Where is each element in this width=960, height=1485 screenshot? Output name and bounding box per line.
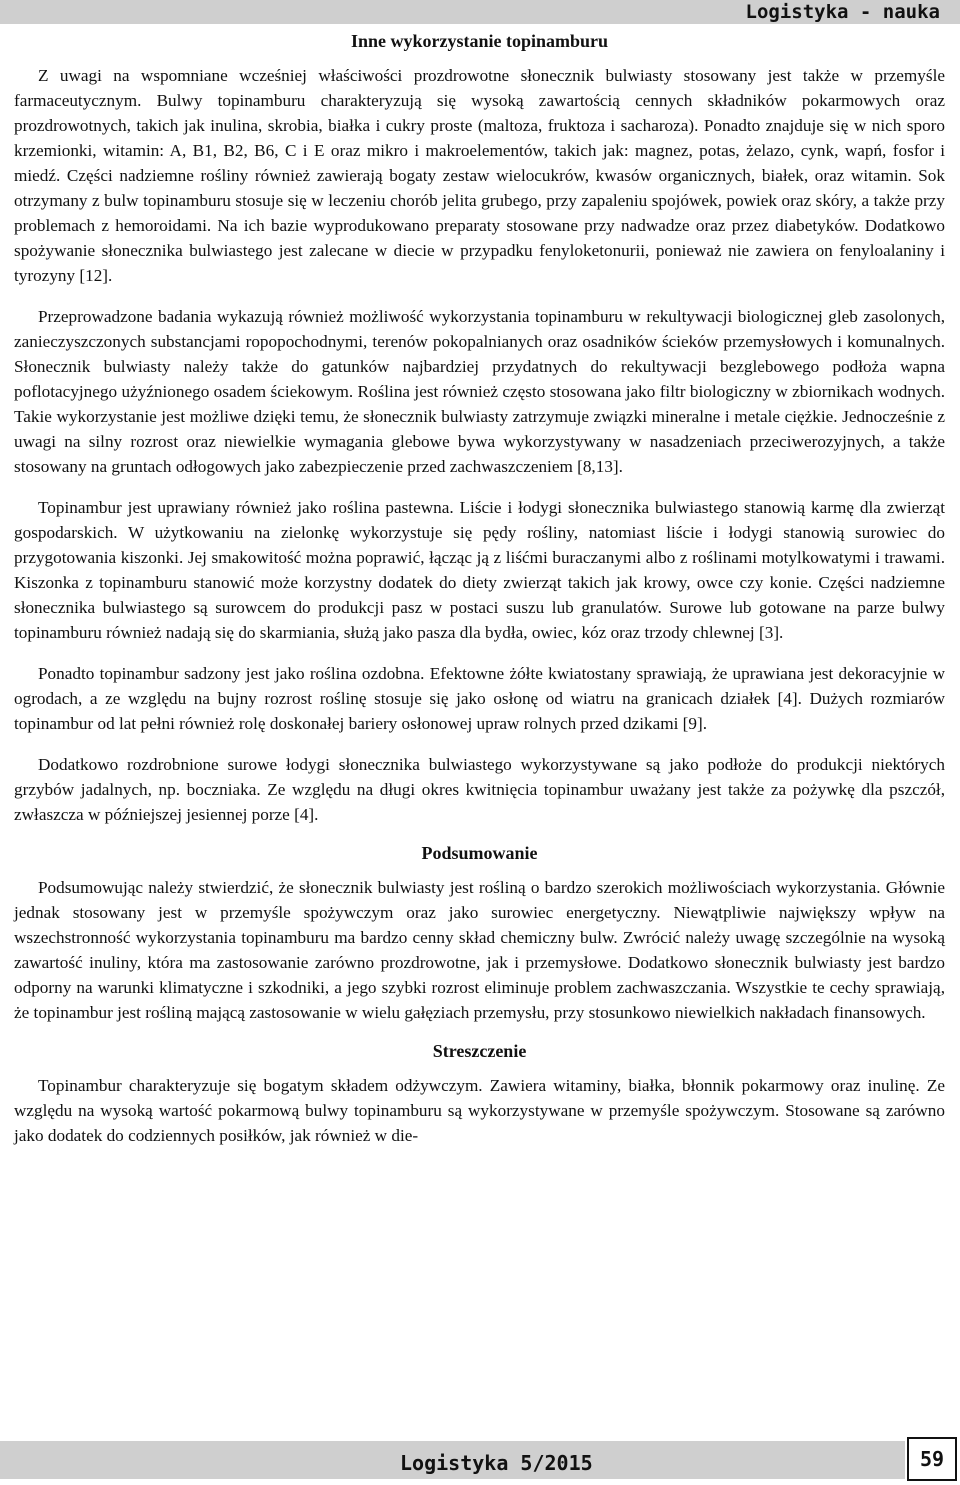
journal-title: Logistyka - nauka bbox=[745, 1, 940, 23]
paragraph-uses-2: Przeprowadzone badania wykazują również możliwość wykorzystania topinamburu w rekultywacji biologicznej gleb zasolonych, zanieczyszczonych substancjami ropopochodnymi, terenów pokopalnianych oraz osadników ścieków przemysłowych i komunalnych. Słonecznik bulwiasty należy także do gatunków najbardziej przydatnych do rekultywacji bezglebowego podłoża wapna poflotacyjnego użyźnionego osadem ściekowym. Roślina jest również często stosowana jako filtr biologiczny w zbiornikach wodnych. Takie wykorzystanie jest możliwe dzięki temu, że słonecznik bulwiasty zatrzymuje związki mineralne i metale ciężkie. Jednocześnie z uwagi na silny rozrost oraz niewielkie wymagania glebowe bywa wykorzystywany w nasadzeniach przeciwerozyjnych, a także stosowany na gruntach odłogowych jako zabezpieczenie przed zachwaszczeniem [8,13]. bbox=[14, 307, 945, 476]
issue-label: Logistyka 5/2015 bbox=[400, 1451, 593, 1475]
paragraph-uses-5: Dodatkowo rozdrobnione surowe łodygi słonecznika bulwiastego wykorzystywane są jako podłoże do produkcji niektórych grzybów jadalnych, np. boczniaka. Ze względu na długi okres kwitnięcia topinambur uważany jest także za pożywkę dla pszczół, zwłaszcza w późniejszej jesiennej porze [4]. bbox=[14, 755, 945, 824]
paragraph-abstract: Topinambur charakteryzuje się bogatym składem odżywczym. Zawiera witaminy, białka, błonnik pokarmowy oraz inulinę. Ze względu na wysoką wartość pokarmową bulwy topinamburu są wykorzystywane w przemyśle spożywczym. Stosowane są zarówno jako dodatek do codziennych posiłków, jak również w die- bbox=[14, 1076, 945, 1145]
paragraph-uses-3: Topinambur jest uprawiany również jako roślina pastewna. Liście i łodygi słonecznika bulwiastego stanowią karmę dla zwierząt gospodarskich. W użytkowaniu na zielonkę wykorzystuje się pędy rośliny, natomiast liście i łodygi stanowią surowiec do przygotowania kiszonki. Jej smakowitość można poprawić, łącząc ją z liśćmi buraczanymi albo z roślinami motylkowatymi i trawami. Kiszonka z topinamburu stanowić może korzystny dodatek do diety zwierząt takich jak krowy, owce czy konie. Części nadziemne słonecznika bulwiastego są surowcem do produkcji pasz w postaci suszu lub granulatów. Surowe lub gotowane na parze bulwy topinamburu również nadają się do skarmiania, służą jako pasza dla bydła, owiec, kóz oraz trzody chlewnej [3]. bbox=[14, 498, 945, 642]
section-heading-uses: Inne wykorzystanie topinamburu bbox=[350, 31, 609, 51]
paragraph-summary: Podsumowując należy stwierdzić, że słonecznik bulwiasty jest rośliną o bardzo szerokich możliwościach wykorzystania. Głównie jednak stosowany jest w przemyśle spożywczym oraz jako surowiec energetyczny. Niewątpliwie największy wpływ na wszechstronność wykorzystania topinamburu ma bardzo cenny skład chemiczny bulw. Zwrócić należy uwagę szczególnie na wysoką zawartość inuliny, która ma zastosowanie zarówno prozdrowotne, jak i przemysłowe. Dodatkowo słonecznik bulwiasty jest bardzo odporny na warunki klimatyczne i szkodniki, a jego szybki rozrost eliminuje problem zachwaszczania. Wszystkie te cechy sprawiają, że topinambur jest rośliną mającą zastosowanie w wielu gałęziach przemysłu, przy stosunkowo niewielkich nakładach finansowych. bbox=[14, 878, 945, 1022]
article-content bbox=[14, 28, 945, 1148]
paragraph-uses-1: Z uwagi na wspomniane wcześniej właściwości prozdrowotne słonecznik bulwiasty stosowany jest także w przemyśle farmaceutycznym. Bulwy topinamburu charakteryzują się wysoką zawartością cennych składników pokarmowych oraz prozdrowotnych, takich jak inulina, skrobia, białka i cukry proste (maltoza, fruktoza i sacharoza). Ponadto znajduje się w nich sporo krzemionki, witamin: A, B1, B2, B6, C i E oraz mikro i makroelementów, takich jak: magnez, potas, żelazo, cynk, wapń, fosfor i miedź. Części nadziemne rośliny również zawierają bogaty zestaw wielocukrów, kwasów organicznych, białek, oraz witamin. Sok otrzymany z bulw topinamburu stosuje się w leczeniu chorób jelita grubego, przy zapaleniu spojówek, powiek oraz skóry, a także przy problemach z hemoroidami. Na ich bazie wyprodukowano preparaty stosowane przy nadwadze oraz przez diabetyków. Dodatkowo spożywanie słonecznika bulwiastego jest zalecane w diecie w przypadku fenyloketonurii, ponieważ nie zawiera on fenyloalaniny i tyrozyny [12]. bbox=[14, 66, 945, 285]
section-heading-summary: Podsumowanie bbox=[421, 843, 538, 863]
page-number: 59 bbox=[907, 1437, 957, 1481]
section-heading-abstract: Streszczenie bbox=[432, 1041, 527, 1061]
paragraph-uses-4: Ponadto topinambur sadzony jest jako roślina ozdobna. Efektowne żółte kwiatostany sprawiają, że uprawiana jest dekoracyjnie w ogrodach, a ze względu na bujny rozrost roślinę stosuje się jako osłonę od wiatru na granicach działek [4]. Dużych rozmiarów topinambur od lat pełni również rolę doskonałej bariery osłonowej upraw rolnych przed dzikami [9]. bbox=[14, 664, 945, 733]
